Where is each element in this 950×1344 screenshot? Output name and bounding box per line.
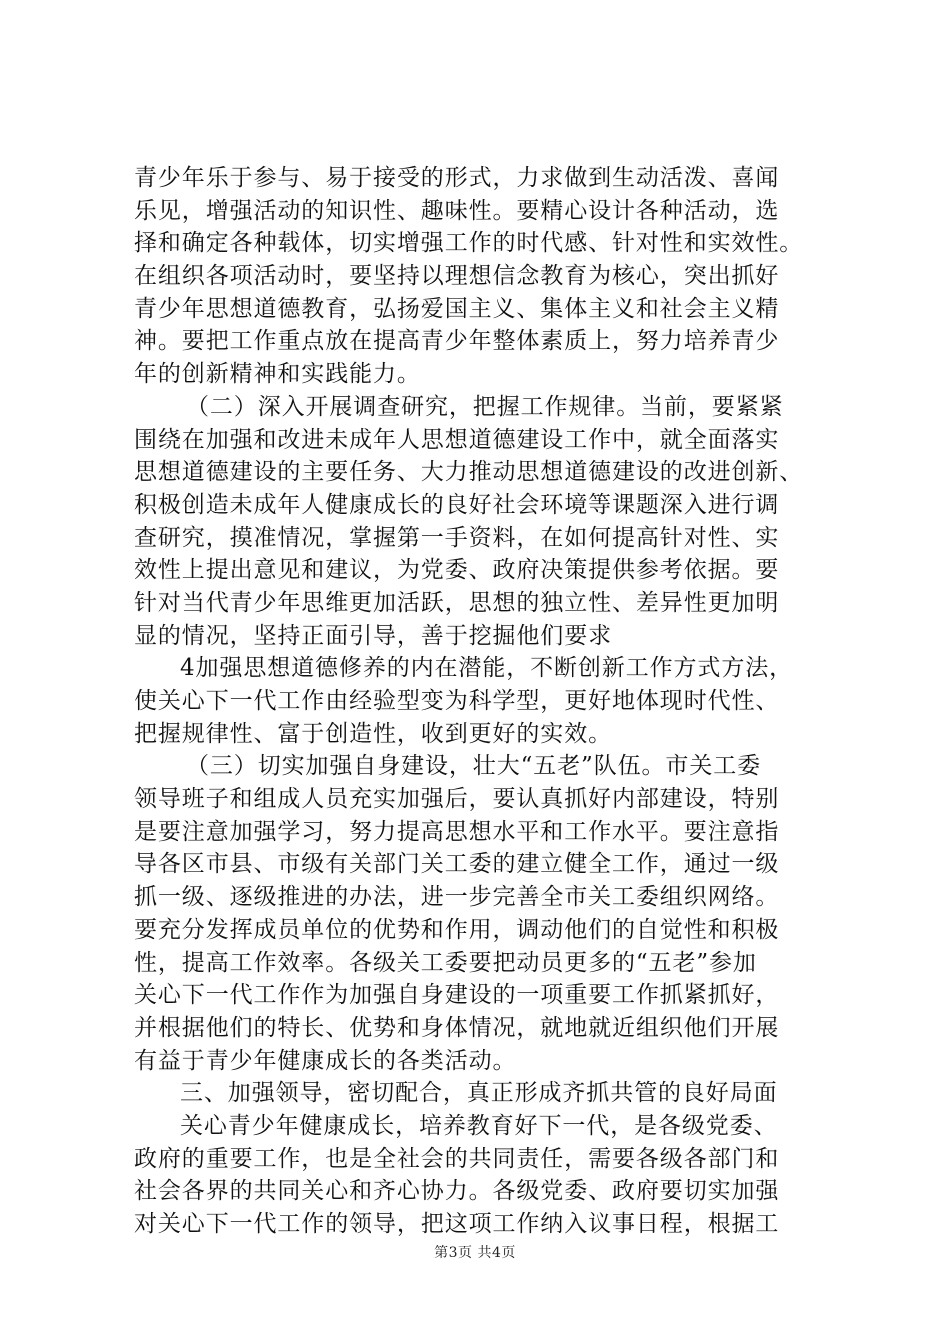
text-line: 政府的重要工作，也是全社会的共同责任，需要各级各部门和: [134, 1145, 780, 1172]
text-line: 导各区市县、市级有关部门关工委的建立健全工作，通过一级: [134, 851, 780, 878]
text-line: 思想道德建设的主要任务、大力推动思想道德建设的改进创新、: [134, 459, 804, 486]
section-heading-line: （二）深入开展调查研究，把握工作规律。当前，要紧紧: [186, 393, 784, 420]
text-line: 在组织各项活动时，要坚持以理想信念教育为核心，突出抓好: [134, 263, 780, 290]
text-line: 性，提高工作效率。各级关工委要把动员更多的“五老”参加: [134, 949, 757, 976]
text-line: 择和确定各种载体，切实增强工作的时代感、针对性和实效性。: [134, 230, 804, 257]
text-line: 效性上提出意见和建议，为党委、政府决策提供参考依据。要: [134, 557, 780, 584]
text-line: 对关心下一代工作的领导，把这项工作纳入议事日程，根据工: [134, 1211, 780, 1237]
text-line: 积极创造未成年人健康成长的良好社会环境等课题深入进行调: [134, 491, 780, 518]
text-line: 青少年思想道德教育，弘扬爱国主义、集体主义和社会主义精: [134, 295, 780, 322]
text-line: 神。要把工作重点放在提高青少年整体素质上，努力培养青少: [134, 328, 780, 355]
text-line: 针对当代青少年思维更加活跃，思想的独立性、差异性更加明: [134, 589, 780, 616]
section-heading-line: （三）切实加强自身建设，壮大“五老”队伍。市关工委: [186, 753, 762, 780]
text-line: 显的情况，坚持正面引导，善于挖掘他们要求: [134, 622, 612, 649]
text-line: 使关心下一代工作由经验型变为科学型，更好地体现时代性、: [134, 688, 780, 714]
text-line: 乐见，增强活动的知识性、趣味性。要精心设计各种活动，选: [134, 197, 780, 224]
text-line: 把握规律性、富于创造性，收到更好的实效。: [134, 720, 612, 747]
text-line: 围绕在加强和改进未成年人思想道德建设工作中，就全面落实: [134, 426, 780, 453]
text-line: 是要注意加强学习，努力提高思想水平和工作水平。要注意指: [134, 818, 780, 845]
text-line: 关心下一代工作作为加强自身建设的一项重要工作抓紧抓好，: [134, 982, 780, 1009]
text-line: 并根据他们的特长、优势和身体情况，就地就近组织他们开展: [134, 1014, 780, 1041]
text-line: 领导班子和组成人员充实加强后，要认真抓好内部建设，特别: [134, 786, 780, 813]
document-body: [134, 162, 834, 1241]
text-line: 关心青少年健康成长，培养教育好下一代，是各级党委、: [180, 1112, 778, 1139]
text-line: 要充分发挥成员单位的优势和作用，调动他们的自觉性和积极: [134, 916, 780, 943]
text-line: 抓一级、逐级推进的办法，进一步完善全市关工委组织网络。: [134, 884, 780, 911]
text-line: 年的创新精神和实践能力。: [134, 361, 421, 388]
text-line: 青少年乐于参与、易于接受的形式，力求做到生动活泼、喜闻: [134, 165, 780, 191]
text-line: 社会各界的共同关心和齐心协力。各级党委、政府要切实加强: [134, 1178, 780, 1205]
section-heading-line: 三、加强领导，密切配合，真正形成齐抓共管的良好局面: [180, 1080, 778, 1107]
text-line: 4加强思想道德修养的内在潜能，不断创新工作方式方法，: [180, 655, 794, 682]
page-footer: 第3页 共4页: [434, 1245, 516, 1261]
text-line: 查研究，摸准情况，掌握第一手资料，在如何提高针对性、实: [134, 524, 780, 551]
text-line: 有益于青少年健康成长的各类活动。: [134, 1047, 517, 1074]
